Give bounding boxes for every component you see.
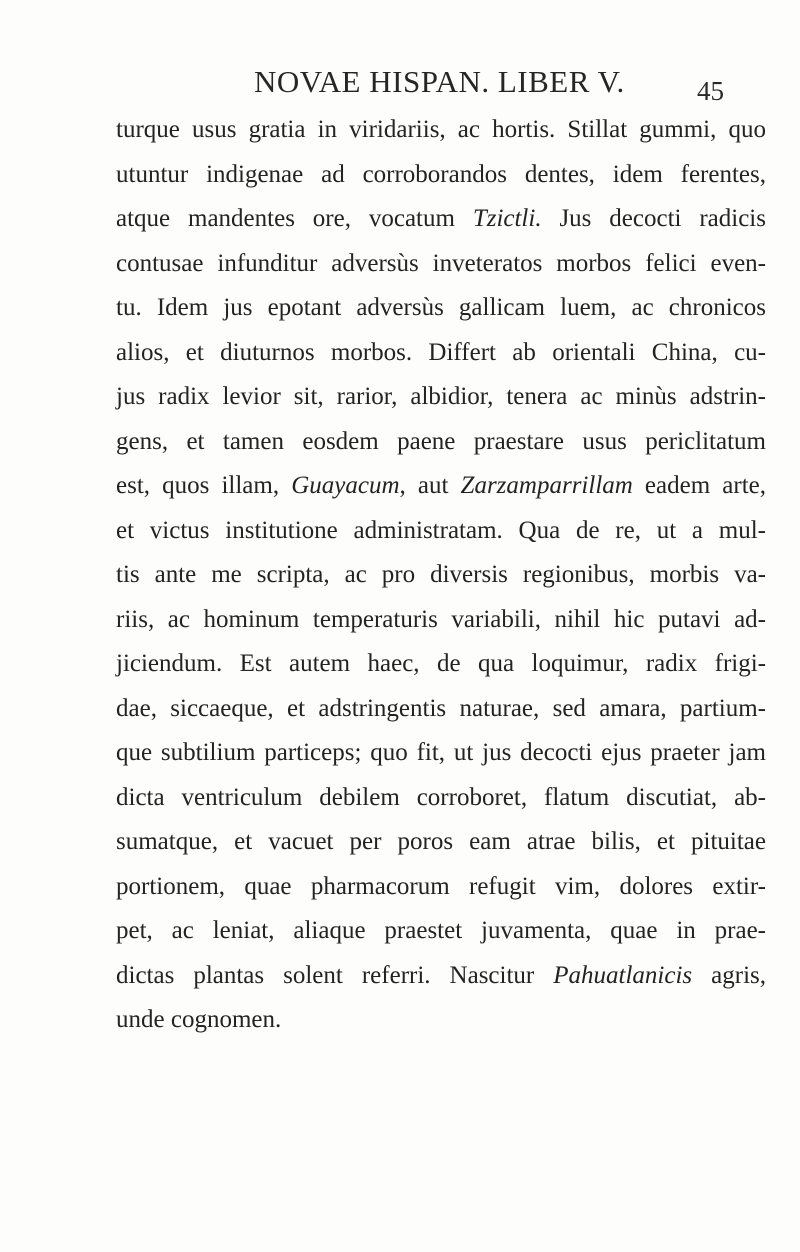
text-line: [116, 242, 766, 287]
text-line: [116, 865, 766, 910]
text-run: turque usus gratia in viridariis, ac hortis. Stillat gummi, quo: [116, 116, 766, 143]
text-run: atque mandentes ore, vocatum: [116, 205, 473, 232]
text-run: eadem arte,: [632, 472, 766, 499]
text-line: [116, 331, 766, 376]
italic-term: Tzictli.: [472, 205, 542, 232]
text-line: [116, 375, 766, 420]
text-run: pet, ac leniat, aliaque praestet juvamenta, quae in prae-: [116, 917, 766, 944]
text-run: sumatque, et vacuet per poros eam atrae bilis, et pituitae: [116, 828, 766, 855]
text-run: portionem, quae pharmacorum refugit vim, dolores extir-: [116, 872, 766, 900]
text-run: dicta ventriculum debilem corroboret, flatum discutiat, ab-: [116, 783, 766, 811]
running-title: NOVAE HISPAN. LIBER V.: [254, 64, 625, 99]
text-run: dictas plantas solent referri. Nascitur: [116, 961, 554, 989]
text-line: [116, 998, 766, 1043]
text-run: dae, siccaeque, et adstringentis naturae, sed amara, partium-: [116, 694, 766, 722]
text-line: [116, 731, 766, 776]
text-line: [116, 598, 766, 643]
italic-term: Guayacum: [291, 472, 400, 499]
text-line: [116, 420, 766, 465]
text-line: [116, 108, 766, 153]
page-number: 45: [697, 76, 724, 106]
text-line: [116, 954, 766, 999]
text-run: , aut: [399, 472, 461, 499]
text-line: [116, 776, 766, 821]
text-line: [116, 642, 766, 687]
text-line: [116, 509, 766, 554]
text-run: tu. Idem jus epotant adversùs gallicam luem, ac chronicos: [116, 294, 766, 321]
text-run: utuntur indigenae ad corroborandos dentes, idem ferentes,: [116, 160, 766, 188]
text-run: unde cognomen.: [116, 1006, 282, 1033]
text-run: contusae infunditur adversùs inveteratos morbos felici even-: [116, 249, 766, 277]
text-line: [116, 687, 766, 732]
italic-term: Zarzamparrillam: [460, 472, 633, 499]
text-line: [116, 153, 766, 198]
body-text: [116, 108, 766, 1043]
text-run: Jus decocti radicis: [541, 205, 766, 232]
text-line: [116, 820, 766, 865]
text-line: [116, 464, 766, 509]
text-run: jiciendum. Est autem haec, de qua loquimur, radix frigi-: [116, 650, 766, 677]
text-run: alios, et diuturnos morbos. Differt ab orientali China, cu-: [116, 338, 766, 366]
text-run: et victus institutione administratam. Qua de re, ut a mul-: [116, 516, 766, 544]
text-line: [116, 197, 766, 242]
text-run: tis ante me scripta, ac pro diversis regionibus, morbis va-: [116, 561, 766, 588]
text-line: [116, 553, 766, 598]
text-run: est, quos illam,: [116, 472, 292, 499]
text-run: jus radix levior sit, rarior, albidior, tenera ac minùs adstrin-: [116, 383, 766, 410]
text-line: [116, 909, 766, 954]
text-line: [116, 286, 766, 331]
running-head: [0, 64, 800, 104]
text-run: gens, et tamen eosdem paene praestare usus periclitatum: [116, 427, 766, 455]
text-run: que subtilium particeps; quo fit, ut jus decocti ejus praeter jam: [116, 739, 766, 766]
text-run: riis, ac hominum temperaturis variabili, nihil hic putavi ad-: [116, 605, 766, 633]
italic-term: Pahuatlanicis: [553, 961, 693, 989]
text-run: agris,: [692, 961, 766, 989]
